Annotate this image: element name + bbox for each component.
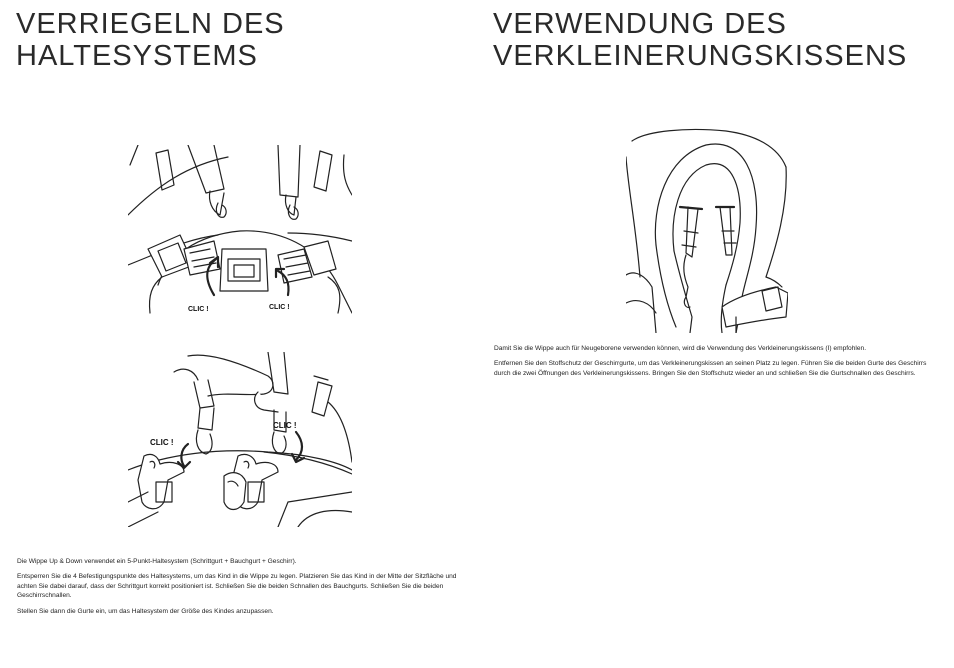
waist-buckle-right xyxy=(722,287,788,327)
right-instructions xyxy=(494,344,944,384)
right-title-line-2: VERKLEINERUNGSKISSENS xyxy=(493,40,908,72)
seat-edge-line xyxy=(128,157,228,215)
hand-top xyxy=(188,355,273,396)
right-title xyxy=(493,8,933,72)
harness-lock-illustration-bottom xyxy=(128,352,352,527)
reducer-cushion-illustration xyxy=(626,127,788,333)
harness-lock-illustration-top xyxy=(128,145,352,315)
reducer-cushion-outer xyxy=(655,144,756,297)
right-paragraph-2: Entfernen Sie den Stoffschutz der Geschirrgurte, um das Verkleinerungskissen an seinen Platz zu legen. Führen Sie die beiden Gurte des Geschirrs durch die zwei Öffnungen des Verkleinerungskissens. Bringen Sie den Stoffschutz wieder an und schließen Sie die Gurtschnallen des Geschirrs. xyxy=(494,360,927,377)
reducer-cushion-drawing xyxy=(626,127,788,333)
left-title xyxy=(16,8,456,72)
clip-hook-right xyxy=(272,432,286,454)
click-label-bottom-left: CLIC ! xyxy=(150,438,174,447)
left-paragraph-1: Die Wippe Up & Down verwendet ein 5-Punkt-Haltesystem (Schrittgurt + Bauchgurt + Geschirr). xyxy=(17,558,297,565)
shoulder-strap-slot-right xyxy=(314,151,332,191)
click-label-bottom-right: CLIC ! xyxy=(273,421,297,430)
left-instructions xyxy=(17,557,467,622)
left-title-line-2: HALTESYSTEMS xyxy=(16,40,258,72)
click-label-top-left: CLIC ! xyxy=(188,306,209,313)
right-title-line-1: VERWENDUNG DES xyxy=(493,8,787,40)
shoulder-strap-slot-right xyxy=(312,382,332,416)
harness-lock-drawing-bottom xyxy=(128,352,352,527)
harness-strap-right xyxy=(278,145,300,197)
harness-lock-drawing-top xyxy=(128,145,352,315)
hand-bottom xyxy=(224,473,246,510)
left-paragraph-3: Stellen Sie dann die Gurte ein, um das Haltesystem der Größe des Kindes anzupassen. xyxy=(17,607,274,615)
right-paragraph-1: Damit Sie die Wippe auch für Neugeborene verwenden können, wird die Verwendung des Verkleinerungskissens (I) empfohlen. xyxy=(494,345,867,352)
crotch-buckle xyxy=(220,249,268,291)
click-label-top-right: CLIC ! xyxy=(269,304,290,311)
harness-strap-left xyxy=(188,145,224,193)
left-title-line-1: VERRIEGELN DES xyxy=(16,8,285,40)
left-paragraph-2: Entsperren Sie die 4 Befestigungspunkte des Haltesystems, um das Kind in die Wippe zu legen. Platzieren Sie das Kind in der Mitte der Sitzfläche und achten Sie dabei darauf, dass der Schrittgurt korrekt positioniert ist. Schließen Sie die beiden Schnallen des Bauchgurts. Schließen Sie die beiden Geschirrschnallen. xyxy=(17,573,457,600)
clip-hook-left xyxy=(196,430,212,454)
